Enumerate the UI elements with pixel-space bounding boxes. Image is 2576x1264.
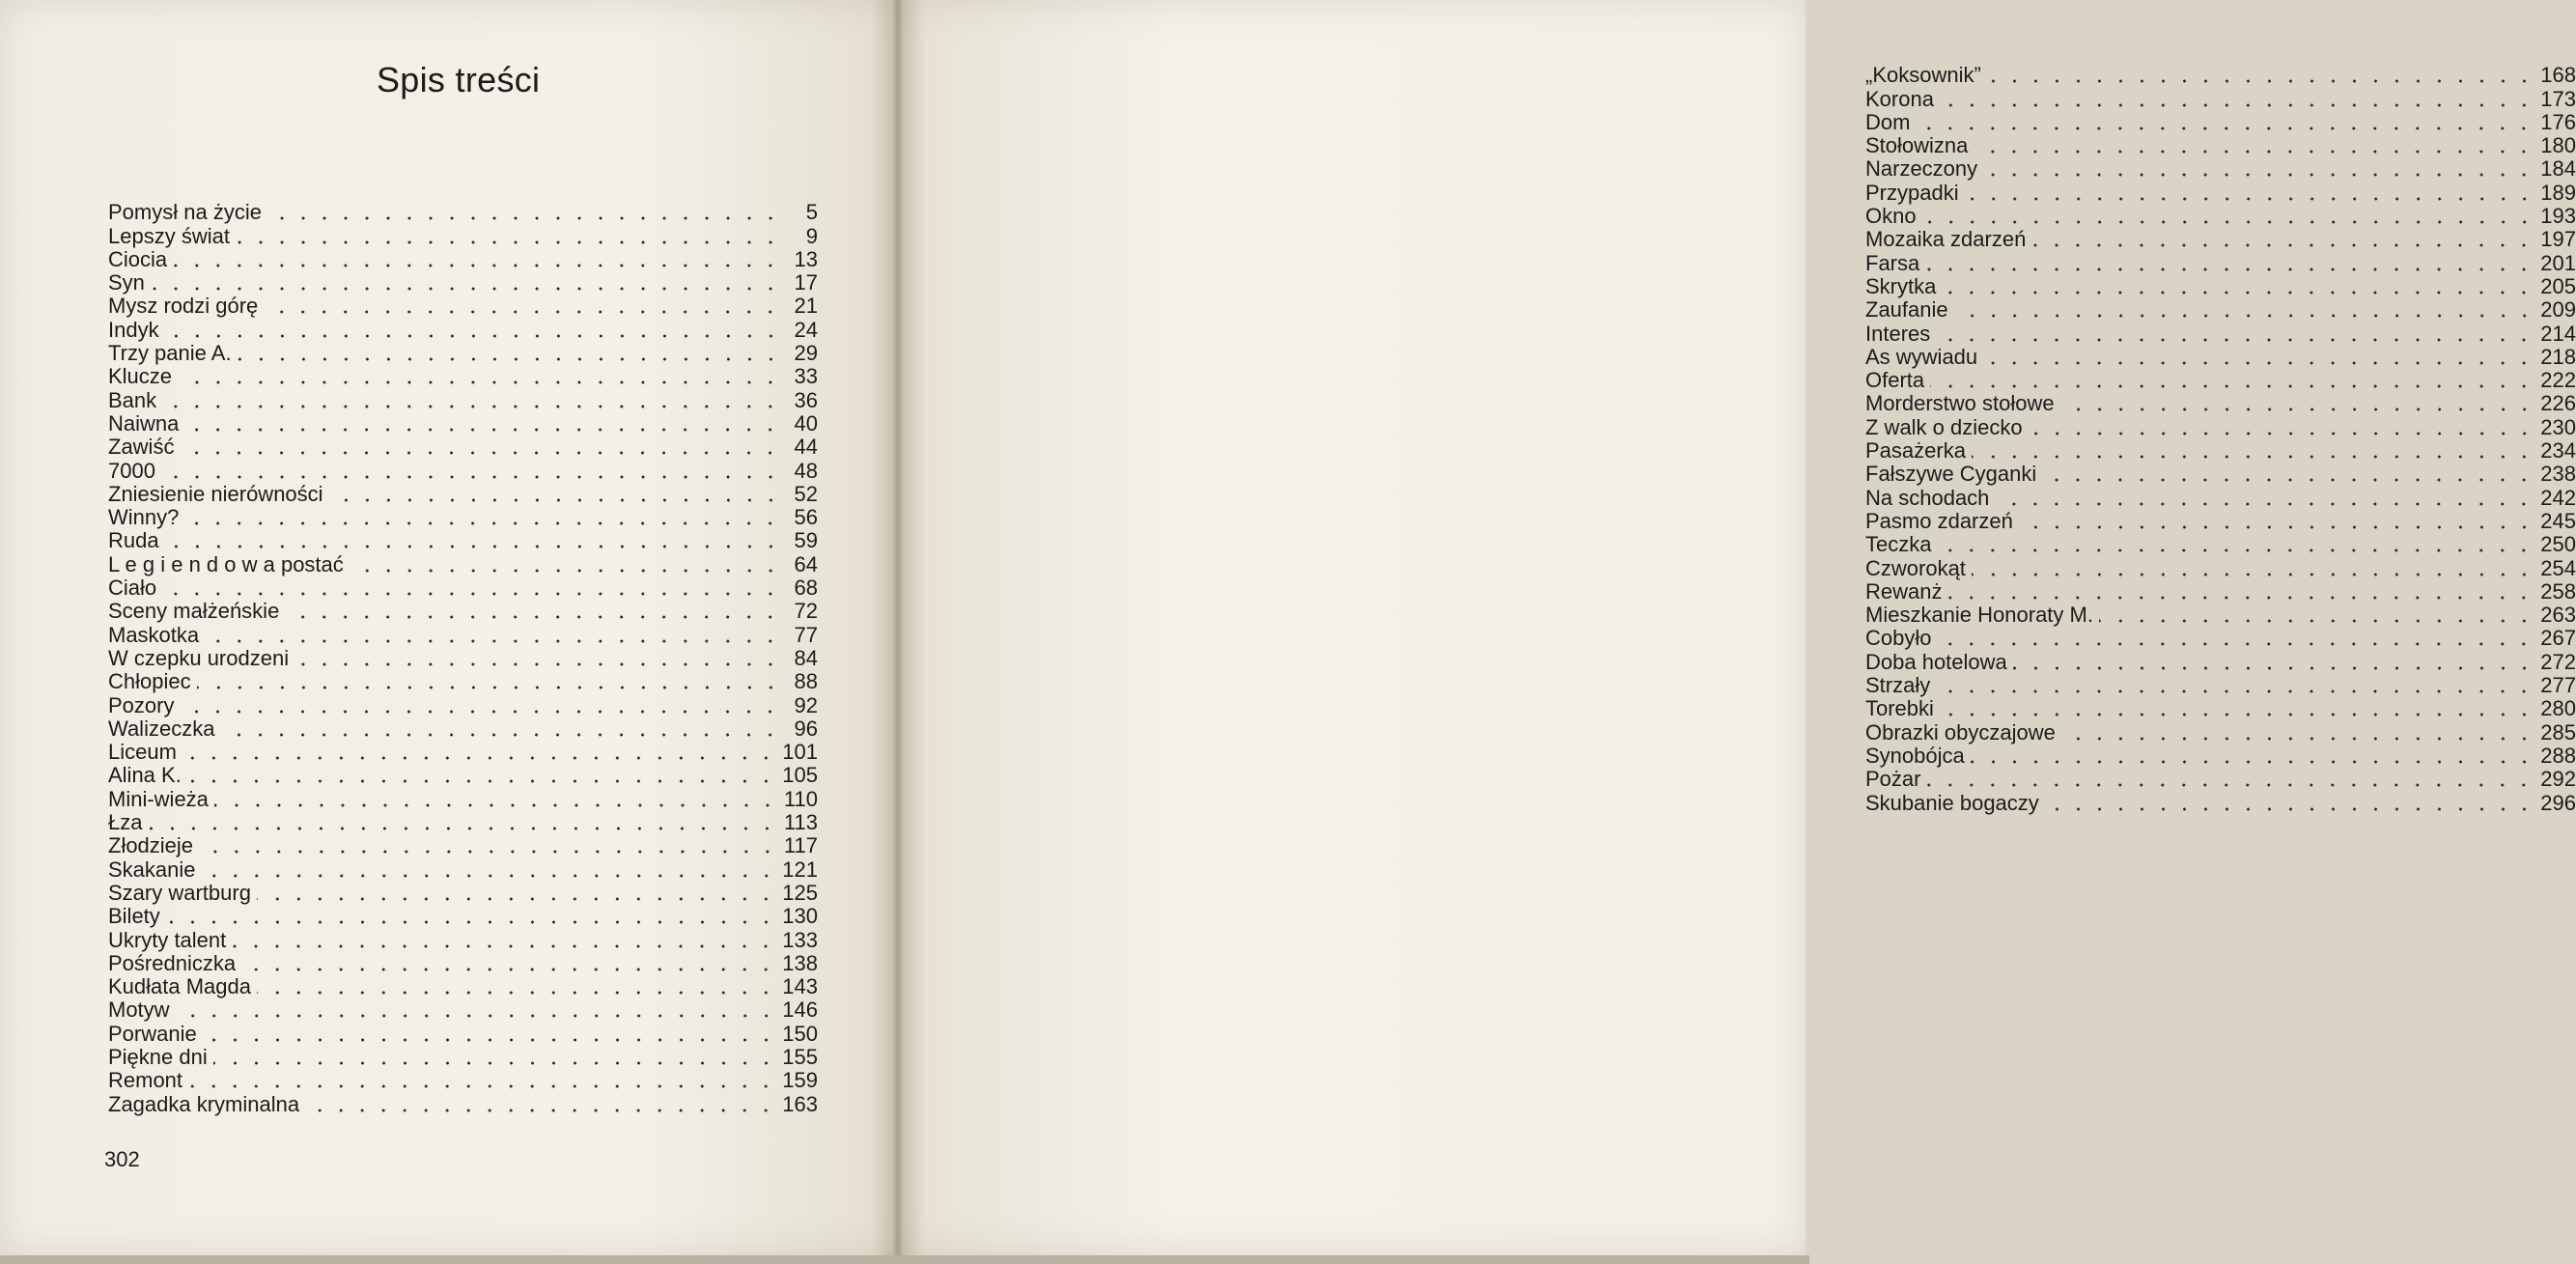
toc-entry — [1865, 111, 2576, 134]
toc-entry-page: 52 — [794, 481, 818, 506]
dot-leader — [1987, 66, 2534, 85]
toc-entry — [1865, 228, 2576, 251]
toc-entry-page: 230 — [2540, 414, 2576, 439]
dot-leader — [236, 227, 781, 246]
toc-entry — [1865, 439, 2576, 463]
dot-leader — [151, 273, 781, 293]
toc-entry — [1865, 627, 2576, 650]
toc-entry-page: 267 — [2540, 626, 2576, 651]
toc-entry — [1865, 205, 2576, 228]
toc-entry-title: Pomysł na życie — [108, 200, 262, 225]
toc-entry-title: As wywiadu — [1865, 344, 1978, 369]
dot-leader — [2019, 512, 2534, 531]
toc-entry-title: Z walk o dziecko — [1865, 414, 2023, 439]
toc-entry-page: 197 — [2540, 227, 2576, 252]
dot-leader — [2029, 418, 2535, 437]
toc-entry — [1865, 298, 2576, 322]
dot-leader — [202, 860, 777, 880]
dot-leader — [162, 391, 781, 410]
toc-entry — [108, 928, 818, 951]
toc-entry-title: Bank — [108, 387, 157, 412]
dot-leader — [1965, 183, 2535, 203]
toc-entry — [108, 600, 818, 623]
toc-entry-title: Farsa — [1865, 250, 1920, 275]
toc-entry-page: 226 — [2540, 391, 2576, 416]
dot-leader — [180, 696, 781, 716]
toc-entry-page: 242 — [2540, 485, 2576, 510]
toc-entry-page: 113 — [783, 810, 818, 835]
toc-entry — [108, 483, 818, 506]
toc-entry-title: Na schodach — [1865, 485, 1990, 510]
dot-leader — [2031, 230, 2534, 249]
dot-leader — [329, 485, 781, 504]
toc-entry-title: Morderstwo stołowe — [1865, 391, 2055, 416]
page-edge — [0, 1255, 1809, 1264]
dot-leader — [264, 296, 781, 316]
toc-entry-title: Pasażerka — [1865, 438, 1966, 463]
toc-entry — [1865, 580, 2576, 604]
toc-entry-page: 272 — [2540, 649, 2576, 674]
toc-entry-page: 155 — [782, 1044, 818, 1069]
toc-list-right — [1865, 64, 2576, 815]
dot-leader — [257, 884, 776, 903]
toc-entry-title: Doba hotelowa — [1865, 649, 2007, 674]
toc-entry — [1865, 392, 2576, 415]
toc-entry-page: 68 — [794, 576, 818, 601]
toc-entry-page: 189 — [2540, 180, 2576, 205]
toc-entry-title: Dom — [1865, 109, 1911, 134]
toc-entry-page: 280 — [2540, 696, 2576, 721]
toc-entry-title: Skubanie bogaczy — [1865, 790, 2039, 815]
toc-entry-page: 130 — [782, 904, 818, 929]
toc-entry-page: 29 — [794, 341, 818, 366]
toc-entry-page: 48 — [794, 458, 818, 483]
toc-entry — [108, 882, 818, 905]
toc-entry-page: 117 — [783, 833, 818, 858]
toc-entry-title: Sceny małżeńskie — [108, 599, 280, 624]
toc-entry-page: 143 — [782, 974, 818, 999]
toc-entry-page: 201 — [2540, 250, 2576, 275]
toc-entry-page: 214 — [2540, 321, 2576, 346]
toc-entry-page: 277 — [2540, 673, 2576, 698]
toc-entry-title: Ukryty talent — [108, 927, 227, 952]
toc-entry-title: Mysz rodzi górę — [108, 294, 259, 319]
toc-entry-title: Remont — [108, 1068, 183, 1093]
dot-leader — [2042, 464, 2534, 484]
toc-entry-title: Lepszy świat — [108, 223, 230, 248]
dot-leader — [305, 1095, 776, 1114]
toc-entry-title: Liceum — [108, 740, 177, 765]
toc-entry — [108, 834, 818, 857]
dot-leader — [1930, 371, 2534, 390]
toc-entry-title: Cobyło — [1865, 626, 1932, 651]
dot-leader — [1940, 699, 2534, 718]
toc-entry — [1865, 64, 2576, 87]
toc-entry-title: Zniesienie nierówności — [108, 481, 323, 506]
toc-entry — [108, 248, 818, 271]
dot-leader — [203, 1025, 777, 1044]
toc-entry-title: Zawiść — [108, 435, 175, 460]
dot-leader — [2060, 394, 2535, 413]
toc-entry — [108, 576, 818, 600]
dot-leader — [350, 555, 781, 575]
toc-entry-title: Szary wartburg — [108, 880, 251, 905]
toc-entry-title: Stołowizna — [1865, 133, 1969, 158]
dot-leader — [180, 437, 781, 457]
toc-entry-title: Strzały — [1865, 673, 1931, 698]
toc-entry — [108, 1092, 818, 1115]
toc-entry-title: Piękne dni — [108, 1044, 208, 1069]
toc-entry — [108, 998, 818, 1022]
toc-entry — [108, 952, 818, 975]
toc-entry-title: Oferta — [1865, 368, 1925, 393]
toc-entry-page: 101 — [782, 740, 818, 765]
toc-entry — [1865, 533, 2576, 556]
toc-entry — [1865, 604, 2576, 627]
dot-leader — [1922, 207, 2535, 226]
toc-entry-page: 133 — [782, 927, 818, 952]
toc-entry-title: Czworokąt — [1865, 555, 1966, 580]
dot-leader — [148, 813, 777, 832]
toc-entry — [108, 529, 818, 552]
dot-leader — [1974, 136, 2534, 155]
toc-entry-page: 288 — [2540, 743, 2576, 768]
toc-entry — [1865, 556, 2576, 579]
toc-entry-title: Łza — [108, 810, 143, 835]
toc-entry-page: 209 — [2540, 297, 2576, 323]
toc-entry-title: Motyw — [108, 997, 170, 1023]
toc-entry — [108, 647, 818, 670]
toc-entry-page: 13 — [794, 246, 818, 271]
toc-entry-page: 173 — [2540, 86, 2576, 111]
dot-leader — [1937, 629, 2534, 648]
toc-entry-title: Walizeczka — [108, 716, 215, 741]
toc-entry-title: Ciało — [108, 576, 157, 601]
toc-entry-title: Rewanż — [1865, 578, 1943, 604]
toc-entry-page: 96 — [794, 716, 818, 741]
dot-leader — [184, 414, 781, 434]
toc-entry-page: 56 — [794, 505, 818, 530]
toc-entry — [108, 975, 818, 998]
dot-leader — [214, 790, 778, 809]
dot-leader — [1995, 489, 2534, 508]
dot-leader — [182, 743, 776, 762]
toc-entry-page: 44 — [794, 435, 818, 460]
toc-entry — [1865, 697, 2576, 720]
toc-entry-page: 21 — [794, 294, 818, 319]
toc-entry-page: 205 — [2540, 273, 2576, 298]
toc-entry — [1865, 510, 2576, 533]
toc-entry-title: Okno — [1865, 204, 1917, 229]
toc-entry-title: 7000 — [108, 458, 155, 483]
toc-entry-page: 176 — [2540, 109, 2576, 134]
dot-leader — [187, 766, 776, 785]
toc-entry-title: Klucze — [108, 364, 173, 389]
toc-entry — [1865, 674, 2576, 697]
toc-entry-page: 59 — [794, 528, 818, 553]
dot-leader — [2045, 794, 2534, 813]
toc-entry-page: 125 — [782, 880, 818, 905]
toc-entry-title: Złodzieje — [108, 833, 194, 858]
toc-entry — [108, 764, 818, 787]
toc-entry-page: 72 — [794, 599, 818, 624]
dot-leader — [1925, 254, 2534, 273]
dot-leader — [1954, 300, 2535, 320]
dot-leader — [197, 672, 781, 691]
toc-entry-page: 193 — [2540, 204, 2576, 229]
dot-leader — [165, 321, 781, 340]
dot-leader — [162, 578, 781, 598]
toc-list-left — [108, 201, 818, 1116]
toc-entry-title: Alina K. — [108, 763, 182, 788]
toc-entry-page: 138 — [782, 950, 818, 975]
toc-entry — [108, 623, 818, 646]
dot-leader — [166, 907, 776, 926]
toc-entry — [1865, 791, 2576, 814]
toc-entry-page: 88 — [794, 669, 818, 694]
dot-leader — [1971, 746, 2535, 766]
toc-entry — [1865, 134, 2576, 157]
toc-entry-title: L e g i e n d o w a postać — [108, 551, 344, 576]
toc-entry — [108, 271, 818, 295]
toc-entry — [108, 717, 818, 741]
dot-leader — [1947, 582, 2534, 602]
toc-entry-title: Mini-wieża — [108, 786, 209, 811]
toc-entry-title: Korona — [1865, 86, 1934, 111]
toc-entry — [108, 787, 818, 810]
toc-entry — [108, 201, 818, 224]
toc-entry-title: Synobójca — [1865, 743, 1965, 768]
toc-entry-title: Kudłata Magda — [108, 974, 251, 999]
toc-entry-page: 159 — [782, 1068, 818, 1093]
dot-leader — [173, 250, 781, 269]
toc-entry-title: Pośredniczka — [108, 950, 237, 975]
toc-entry-page: 218 — [2540, 344, 2576, 369]
toc-entry-title: Indyk — [108, 317, 159, 342]
toc-entry — [108, 1046, 818, 1069]
toc-entry — [108, 693, 818, 716]
toc-entry-page: 258 — [2540, 578, 2576, 604]
toc-entry-page: 245 — [2540, 508, 2576, 533]
toc-entry-page: 33 — [794, 364, 818, 389]
toc-entry-title: Maskotka — [108, 622, 200, 647]
toc-entry-title: Fałszywe Cyganki — [1865, 462, 2037, 487]
toc-entry-page: 24 — [794, 317, 818, 342]
toc-entry — [108, 295, 818, 318]
dot-leader — [1936, 324, 2534, 344]
toc-entry-page: 110 — [783, 786, 818, 811]
dot-leader — [1983, 159, 2534, 179]
toc-entry-title: Bilety — [108, 904, 160, 929]
toc-entry-page: 238 — [2540, 462, 2576, 487]
toc-entry — [1865, 87, 2576, 110]
toc-entry-title: Pożar — [1865, 767, 1921, 792]
page-number: 302 — [104, 1147, 140, 1171]
toc-entry-page: 150 — [782, 1021, 818, 1046]
book-spine — [892, 0, 904, 1255]
toc-entry-page: 77 — [794, 622, 818, 647]
toc-entry-page: 36 — [794, 387, 818, 412]
toc-entry — [108, 318, 818, 341]
toc-entry-title: Ruda — [108, 528, 159, 553]
toc-entry — [108, 388, 818, 411]
left-page — [0, 0, 898, 1255]
toc-entry — [108, 459, 818, 482]
toc-entry — [1865, 369, 2576, 392]
dot-leader — [161, 462, 781, 481]
dot-leader — [176, 1000, 777, 1020]
dot-leader — [1972, 559, 2534, 578]
toc-entry — [108, 1022, 818, 1045]
toc-entry — [1865, 322, 2576, 345]
right-page — [898, 0, 2576, 1255]
dot-leader — [1942, 277, 2534, 296]
dot-leader — [1936, 676, 2534, 695]
dot-leader — [184, 508, 781, 527]
toc-entry — [108, 224, 818, 247]
toc-entry — [108, 741, 818, 764]
dot-leader — [2099, 605, 2534, 625]
toc-entry-title: Pasmo zdarzeń — [1865, 508, 2013, 533]
toc-entry — [108, 811, 818, 834]
toc-entry-page: 40 — [794, 410, 818, 435]
toc-entry-page: 263 — [2540, 603, 2576, 628]
dot-leader — [1972, 441, 2534, 461]
toc-entry-title: Narzeczony — [1865, 156, 1978, 182]
toc-entry-page: 84 — [794, 645, 818, 670]
dot-leader — [238, 344, 781, 363]
toc-entry-title: Naiwna — [108, 410, 180, 435]
dot-leader — [1937, 535, 2534, 554]
toc-entry-page: 250 — [2540, 532, 2576, 557]
toc-entry — [1865, 275, 2576, 298]
toc-entry-title: Chłopiec — [108, 669, 191, 694]
dot-leader — [1916, 113, 2534, 132]
toc-entry-title: Winny? — [108, 505, 180, 530]
toc-entry-page: 9 — [805, 223, 818, 248]
toc-entry — [108, 435, 818, 459]
dot-leader — [220, 719, 781, 739]
toc-entry — [1865, 346, 2576, 369]
dot-leader — [199, 836, 778, 856]
toc-entry-title: W czepku urodzeni — [108, 645, 290, 670]
toc-entry — [1865, 650, 2576, 673]
page-title: Spis treści — [377, 60, 541, 99]
dot-leader — [205, 626, 781, 645]
dot-leader — [188, 1071, 776, 1090]
toc-entry-page: 17 — [794, 270, 818, 295]
toc-entry-page: 254 — [2540, 555, 2576, 580]
toc-entry-title: Zaufanie — [1865, 297, 1948, 323]
toc-entry — [1865, 768, 2576, 791]
toc-entry-title: Mieszkanie Honoraty M. — [1865, 603, 2093, 628]
toc-entry-page: 234 — [2540, 438, 2576, 463]
toc-entry-page: 64 — [794, 551, 818, 576]
toc-entry-title: Ciocia — [108, 246, 168, 271]
toc-entry-title: Pozory — [108, 692, 175, 717]
toc-entry-title: Interes — [1865, 321, 1931, 346]
toc-entry-title: Skakanie — [108, 857, 196, 882]
toc-entry-title: Obrazki obyczajowe — [1865, 719, 2056, 744]
dot-leader — [178, 367, 781, 386]
toc-entry-page: 5 — [805, 200, 818, 225]
toc-entry — [1865, 251, 2576, 274]
dot-leader — [213, 1048, 777, 1067]
toc-entry-title: „Koksownik” — [1865, 63, 1981, 88]
dot-leader — [1926, 770, 2534, 789]
toc-entry-page: 146 — [782, 997, 818, 1023]
toc-entry — [108, 365, 818, 388]
toc-entry-title: Torebki — [1865, 696, 1934, 721]
dot-leader — [267, 203, 781, 222]
dot-leader — [2013, 653, 2535, 672]
dot-leader — [1983, 348, 2534, 367]
toc-entry — [108, 412, 818, 435]
toc-entry — [1865, 720, 2576, 744]
dot-leader — [285, 602, 781, 621]
toc-entry — [108, 857, 818, 881]
dot-leader — [165, 531, 781, 550]
toc-entry — [108, 670, 818, 693]
toc-entry — [108, 905, 818, 928]
dot-leader — [232, 931, 776, 950]
toc-entry-page: 168 — [2540, 63, 2576, 88]
toc-entry — [1865, 463, 2576, 486]
toc-entry — [1865, 486, 2576, 509]
toc-entry-title: Syn — [108, 270, 145, 295]
toc-entry-page: 184 — [2540, 156, 2576, 182]
toc-entry — [1865, 415, 2576, 438]
toc-entry-page: 180 — [2540, 133, 2576, 158]
dot-leader — [257, 977, 776, 997]
dot-leader — [1940, 90, 2534, 109]
toc-entry — [1865, 181, 2576, 204]
toc-entry — [108, 506, 818, 529]
toc-entry-title: Mozaika zdarzeń — [1865, 227, 2027, 252]
toc-entry — [108, 1069, 818, 1092]
toc-entry — [1865, 744, 2576, 768]
toc-entry-title: Przypadki — [1865, 180, 1959, 205]
toc-entry — [1865, 157, 2576, 181]
toc-entry-page: 105 — [782, 763, 818, 788]
toc-entry-page: 121 — [782, 857, 818, 882]
toc-entry-page: 296 — [2540, 790, 2576, 815]
dot-leader — [241, 954, 776, 973]
toc-entry-page: 92 — [794, 692, 818, 717]
toc-entry-title: Zagadka kryminalna — [108, 1091, 300, 1116]
dot-leader — [2061, 723, 2534, 743]
toc-entry — [108, 342, 818, 365]
toc-entry-page: 285 — [2540, 719, 2576, 744]
toc-entry-title: Teczka — [1865, 532, 1932, 557]
toc-entry-title: Skrytka — [1865, 273, 1937, 298]
toc-entry-title: Porwanie — [108, 1021, 197, 1046]
toc-entry — [108, 552, 818, 576]
dot-leader — [294, 649, 781, 668]
toc-entry-page: 222 — [2540, 368, 2576, 393]
toc-entry-page: 292 — [2540, 767, 2576, 792]
toc-entry-page: 163 — [782, 1091, 818, 1116]
toc-entry-title: Trzy panie A. — [108, 341, 232, 366]
